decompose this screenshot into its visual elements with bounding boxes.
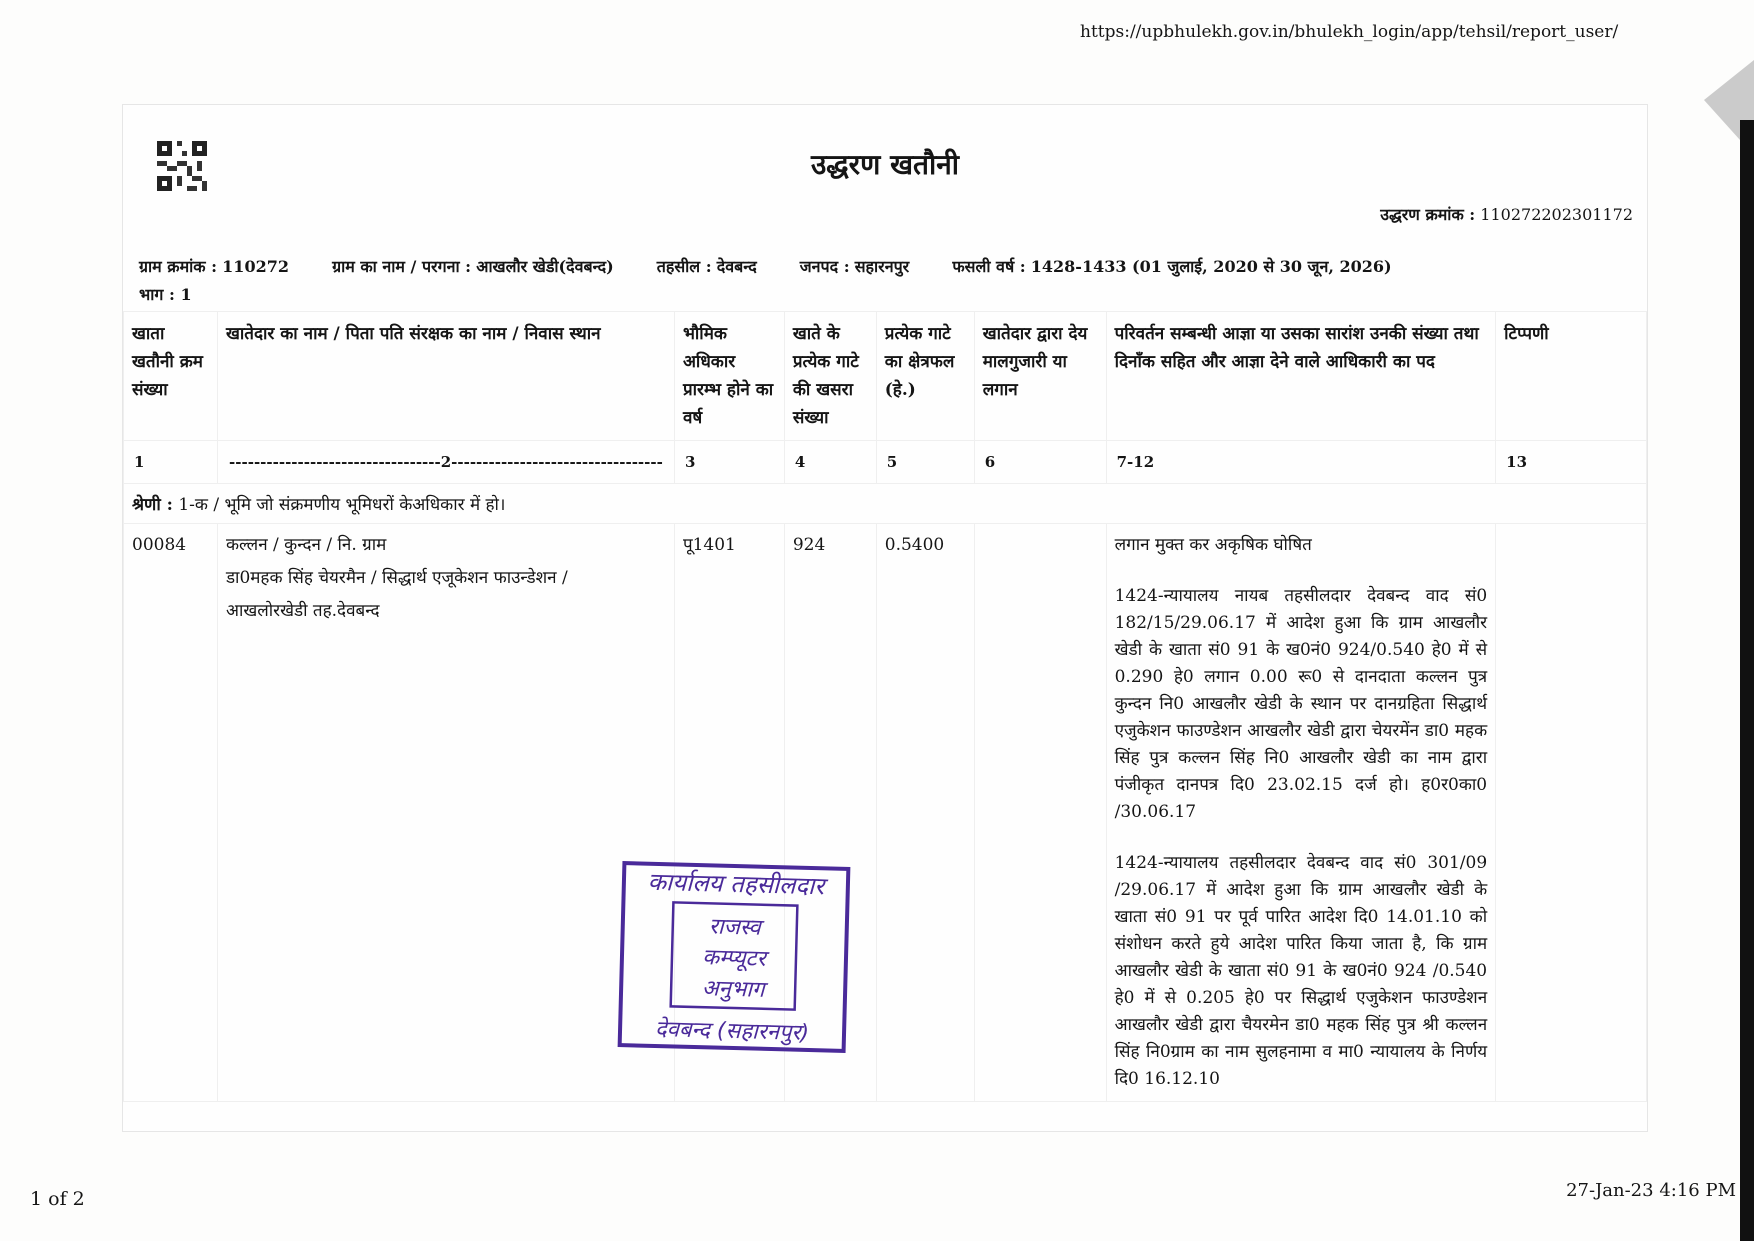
reference-number [1380, 203, 1633, 225]
col-num-3: 3 [674, 441, 784, 484]
header-url: https://upbhulekh.gov.in/bhulekh_login/app/tehsil/report_user/ [1080, 22, 1619, 42]
page-fold-shadow [1644, 60, 1754, 140]
column-number-row [124, 441, 1647, 484]
tehsil-label: तहसील : [656, 257, 712, 276]
header-orders: परिवर्तन सम्बन्धी आज्ञा या उसका सारांश उनकी संख्या तथा दिनाँक सहित और आज्ञा देने वाले आधिकारी का पद [1106, 312, 1496, 441]
header-area: प्रत्येक गाटे का क्षेत्रफल (हे.) [876, 312, 974, 441]
page-edge-shadow [1740, 120, 1754, 1241]
cell-year: पू1401 [674, 524, 784, 1102]
header-year: भौमिक अधिकार प्रारम्भ होने का वर्ष [674, 312, 784, 441]
order-2: 1424-न्यायालय तहसीलदार देवबन्द वाद सं0 301/09 /29.06.17 में आदेश हुआ कि ग्राम आखलौर खेडी के खाता सं0 91 पर पूर्व पारित आदेश दि0 14.01.10 को संशोधन करते हुये आदेश पारित किया जाता है, कि ग्राम आखलौर खेडी के खाता सं0 91 के ख0नं0 924 /0.540 हे0 में से 0.205 हे0 पर सिद्धार्थ एजुकेशन फाउण्डेशन आखलौर खेडी द्वारा चैयरमेन डा0 महक सिंह पुत्र श्री कल्लन सिंह नि0ग्राम का नाम सुलहनामा व मा0 न्यायालय के निर्णय दि0 16.12.10 [1114, 853, 1488, 1089]
reference-value: 110272202301172 [1480, 205, 1633, 224]
office-stamp [616, 859, 853, 1055]
category-row [124, 484, 1647, 524]
cell-khasra: 924 [784, 524, 876, 1102]
header-khasra: खाते के प्रत्येक गाटे की खसरा संख्या [784, 312, 876, 441]
col-num-2: ----------------------------------2---------------------------------- [217, 441, 674, 484]
print-datetime: 27-Jan-23 4:16 PM [1566, 1180, 1736, 1201]
document-page [122, 104, 1648, 1132]
category-label: श्रेणी : [132, 495, 173, 515]
stamp-line-3: कम्प्यूटर [701, 945, 766, 972]
order-heading: लगान मुक्त कर अकृषिक घोषित [1114, 535, 1312, 555]
gram-naam-value: आखलौर खेडी(देवबन्द) [476, 257, 614, 276]
header-khata: खाता खतौनी क्रम संख्या [124, 312, 218, 441]
gram-kramank-value: 110272 [222, 257, 289, 276]
category-cell [124, 484, 1647, 524]
header-remark: टिप्पणी [1496, 312, 1647, 441]
order-1: 1424-न्यायालय नायब तहसीलदार देवबन्द वाद सं0 182/15/29.06.17 में आदेश हुआ कि ग्राम आखलौर खेडी के खाता सं0 91 के ख0नं0 924/0.540 हे0 में से 0.290 हे0 लगान 0.00 रू0 से दानदाता कल्लन पुत्र कुन्दन नि0 आखलौर खेडी के स्थान पर दानग्रहिता सिद्धार्थ एजुकेशन फाउण्डेशन आखलौर खेडी द्वारा चेयरमेंन डा0 महक सिंह पुत्र कल्लन सिंह नि0 आखलौर खेडी का नाम द्वारा पंजीकृत दानपत्र दि0 23.02.15 दर्ज हो। ह0र0का0 /30.06.17 [1114, 586, 1488, 822]
category-text: 1-क / भूमि जो संक्रमणीय भूमिधरों केअधिकार में हो। [178, 495, 506, 515]
fasli-value: 1428-1433 (01 जुलाई, 2020 से 30 जून, 2026) [1030, 257, 1392, 276]
header-lagan: खातेदार द्वारा देय मालगुजारी या लगान [974, 312, 1106, 441]
cell-name [217, 524, 674, 1102]
stamp-line-4: अनुभाग [701, 976, 765, 1003]
khatauni-table [123, 311, 1647, 1102]
col-num-4: 4 [784, 441, 876, 484]
reference-label: उद्धरण क्रमांक : [1380, 205, 1476, 224]
cell-area: 0.5400 [876, 524, 974, 1102]
bhag-label [139, 283, 192, 305]
bhag-value: भाग : 1 [139, 285, 192, 304]
fasli-label: फसली वर्ष : [952, 257, 1026, 276]
cell-remark [1496, 524, 1647, 1102]
janpad-value: सहारनपुर [854, 257, 910, 276]
document-title: उद्धरण खतौनी [810, 148, 960, 181]
col-num-1: 1 [124, 441, 218, 484]
name-line-2: डा0महक सिंह चेयरमैन / सिद्धार्थ एजूकेशन फाउन्डेशन / [225, 568, 568, 588]
name-line-1: कल्लन / कुन्दन / नि. ग्राम [225, 535, 387, 555]
stamp-line-1: कार्यालय तहसीलदार [647, 867, 825, 901]
janpad-label: जनपद : [799, 257, 850, 276]
stamp-line-2: राजस्व [708, 914, 761, 941]
stamp-line-5: देवबन्द (सहारनपुर) [654, 1016, 810, 1046]
table-header-row [124, 312, 1647, 441]
gram-naam-label: ग्राम का नाम / परगना : [332, 257, 472, 276]
cell-khata: 00084 [124, 524, 218, 1102]
page-number: 1 of 2 [30, 1188, 85, 1210]
cell-orders [1106, 524, 1496, 1102]
col-num-7-12: 7-12 [1106, 441, 1496, 484]
cell-lagan [974, 524, 1106, 1102]
col-num-13: 13 [1496, 441, 1647, 484]
header-name: खातेदार का नाम / पिता पति संरक्षक का नाम / निवास स्थान [217, 312, 674, 441]
gram-kramank-label: ग्राम क्रमांक : [139, 257, 218, 276]
meta-line [139, 255, 1392, 277]
col-num-6: 6 [974, 441, 1106, 484]
table-row [124, 524, 1647, 1102]
col-num-5: 5 [876, 441, 974, 484]
tehsil-value: देवबन्द [716, 257, 757, 276]
name-line-3: आखलोरखेडी तह.देवबन्द [225, 601, 380, 621]
